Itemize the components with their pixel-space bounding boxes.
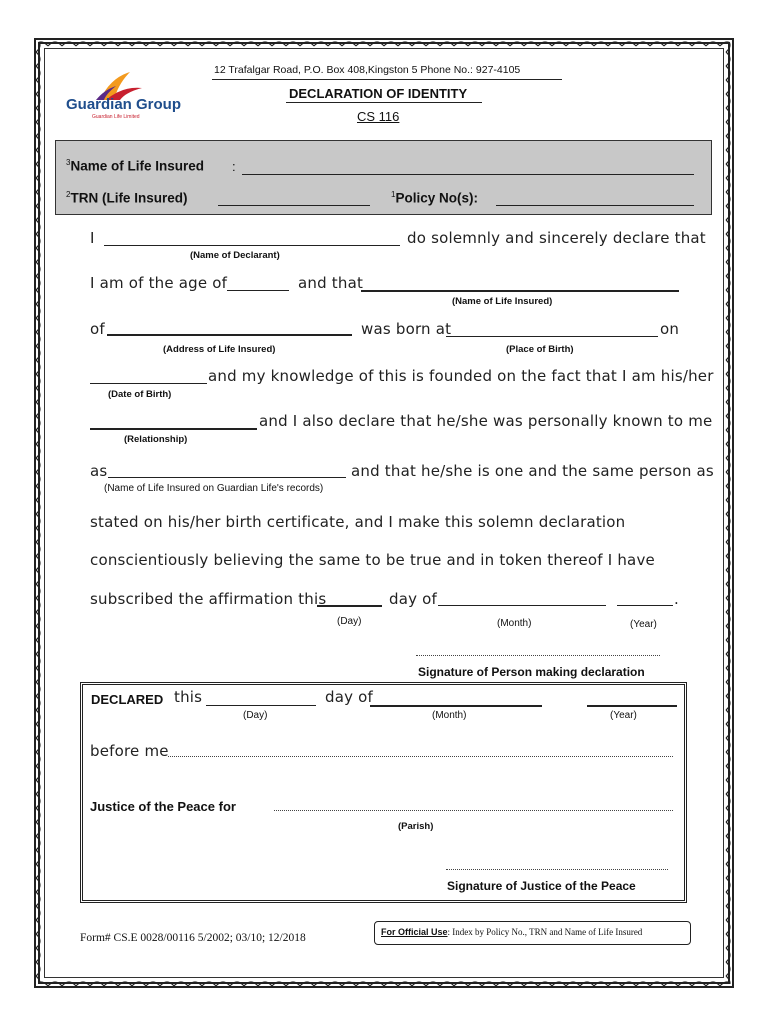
line6-end: and that he/she is one and the same person as: [351, 462, 714, 480]
logo-name: Guardian Group: [66, 96, 182, 113]
line5-text: and I also declare that he/she was personally known to me: [259, 412, 713, 430]
name-of-life-insured-label: $^3$Name of Life Insured: [66, 158, 204, 174]
line3-end: on: [660, 320, 680, 338]
line9-start: subscribed the affirmation this: [90, 590, 327, 608]
address-field[interactable]: [107, 334, 352, 336]
guardian-logo: [66, 66, 186, 126]
line6-start: as: [90, 462, 108, 480]
line9-mid: day of: [389, 590, 438, 608]
declared-day-field[interactable]: [206, 705, 316, 706]
jp-signature-label: Signature of Justice of the Peace: [447, 879, 636, 893]
line2-start: I am of the age of: [90, 274, 228, 292]
logo-subtitle: Guardian Life Limited: [92, 114, 140, 120]
parish-field[interactable]: [274, 810, 673, 811]
caption-records: (Name of Life Insured on Guardian Life's records): [104, 483, 324, 494]
declared-label: DECLARED: [91, 692, 164, 707]
before-me-label: before me: [90, 742, 169, 760]
line9-end: .: [674, 590, 679, 608]
date-of-birth-field[interactable]: [90, 383, 207, 384]
caption-declarant: (Name of Declarant): [190, 250, 280, 261]
company-address: 12 Trafalgar Road, P.O. Box 408,Kingston 5 Phone No.: 927-4105: [214, 64, 521, 76]
declared-caption-month: (Month): [432, 710, 467, 721]
declared-caption-year: (Year): [610, 710, 637, 721]
caption-life-insured: (Name of Life Insured): [452, 296, 553, 307]
form-code: CS 116: [357, 109, 400, 124]
caption-year: (Year): [630, 619, 657, 630]
age-field[interactable]: [227, 290, 289, 291]
caption-month: (Month): [497, 618, 532, 629]
declared-day-of: day of: [325, 688, 374, 706]
affirmation-day-field[interactable]: [317, 605, 382, 607]
declarant-signature-field[interactable]: [416, 655, 660, 656]
policy-no-field[interactable]: [496, 205, 694, 206]
caption-address: (Address of Life Insured): [163, 344, 276, 355]
place-of-birth-field[interactable]: [446, 336, 658, 337]
affirmation-year-field[interactable]: [617, 605, 673, 606]
form-number: Form# CS.E 0028/00116 5/2002; 03/10; 12/2018: [80, 932, 306, 944]
declarant-signature-label: Signature of Person making declaration: [418, 665, 645, 679]
declared-year-field[interactable]: [587, 705, 677, 707]
caption-parish: (Parish): [398, 821, 434, 832]
caption-dob: (Date of Birth): [108, 389, 172, 400]
name-of-declarant-field[interactable]: [104, 245, 400, 246]
name-of-life-insured-field[interactable]: [242, 174, 694, 175]
trn-field[interactable]: [218, 205, 370, 206]
caption-relationship: (Relationship): [124, 434, 188, 445]
jp-signature-field[interactable]: [446, 869, 668, 870]
affirmation-month-field[interactable]: [438, 605, 606, 606]
caption-day: (Day): [337, 616, 362, 627]
trn-label: $^2$TRN (Life Insured): [66, 190, 188, 206]
declared-month-field[interactable]: [370, 705, 542, 707]
line1-end: do solemnly and sincerely declare that: [407, 229, 706, 247]
line3-mid: was born at: [361, 320, 452, 338]
line4-text: and my knowledge of this is founded on the fact that I am his/her: [208, 367, 714, 385]
declared-caption-day: (Day): [243, 710, 268, 721]
relationship-field[interactable]: [90, 428, 257, 430]
name-colon: :: [232, 159, 236, 174]
policy-no-label: $^1$Policy No(s):: [391, 190, 478, 206]
before-me-field[interactable]: [168, 756, 673, 757]
line7: stated on his/her birth certificate, and I make this solemn declaration: [90, 513, 626, 531]
life-insured-name-field[interactable]: [361, 290, 679, 292]
line3-start: of: [90, 320, 105, 338]
page-title: DECLARATION OF IDENTITY: [289, 86, 468, 101]
official-use-text: For Official Use: Index by Policy No., TRN and Name of Life Insured: [381, 927, 643, 937]
line2-mid: and that: [298, 274, 364, 292]
line8: conscientiously believing the same to be true and in token thereof I have: [90, 551, 655, 569]
declared-this: this: [174, 688, 203, 706]
line1-start: I: [90, 229, 95, 247]
caption-place-of-birth: (Place of Birth): [506, 344, 574, 355]
records-name-field[interactable]: [108, 477, 346, 478]
jp-label: Justice of the Peace for: [90, 799, 236, 814]
